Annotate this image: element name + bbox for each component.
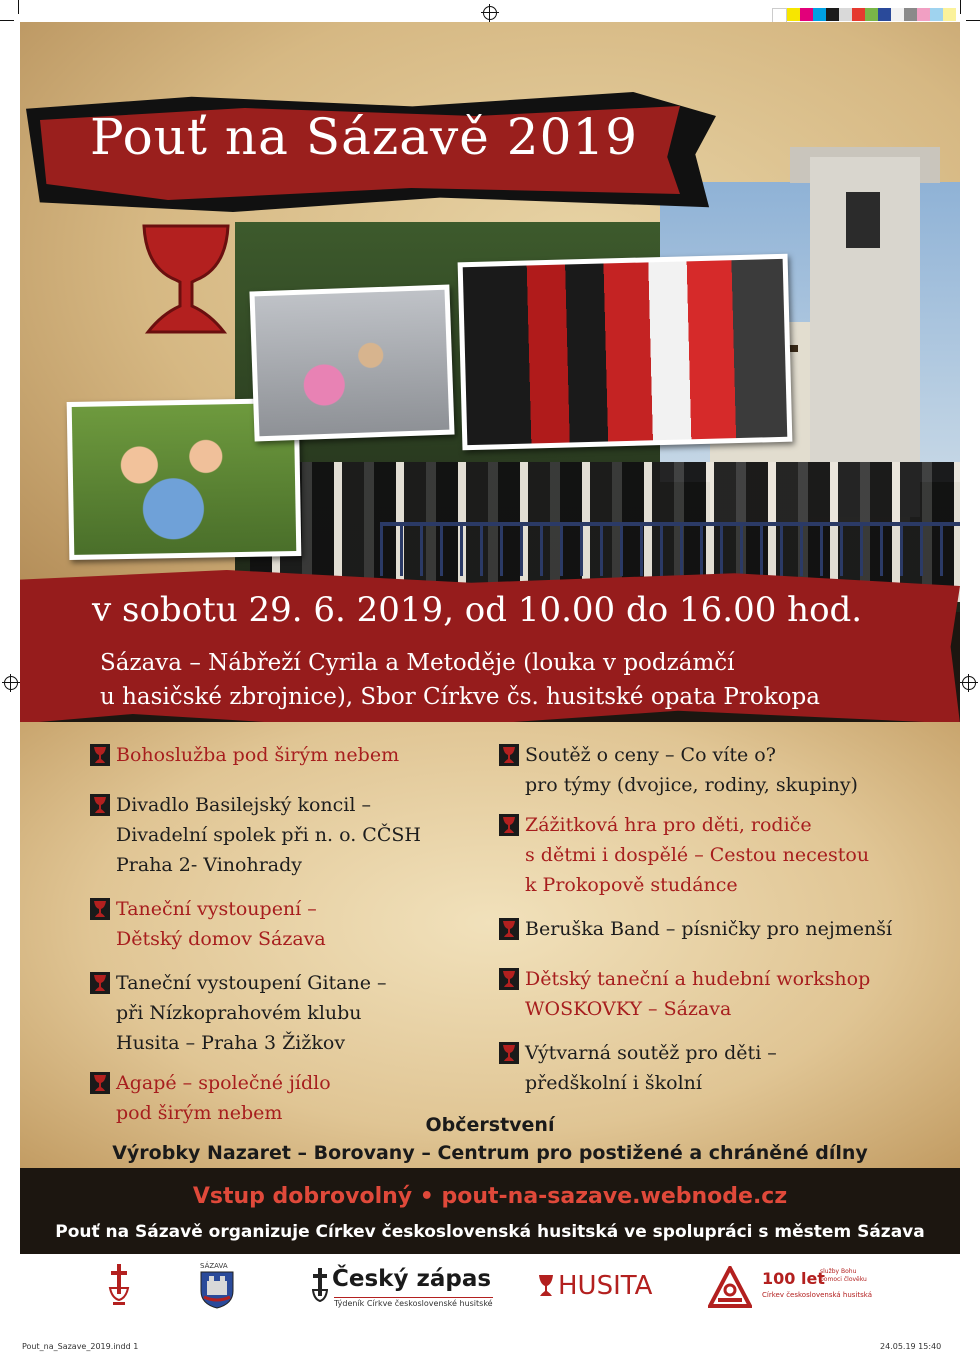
organizer-text: Pouť na Sázavě organizuje Církev československá husitská ve spolupráci s městem Sázava [55,1222,925,1242]
refreshments-title: Občerstvení [425,1114,555,1136]
print-slug-timestamp: 24.05.19 15:40 [880,1342,942,1351]
100-let-logo-icon [708,1266,752,1310]
event-date: v sobotu 29. 6. 2019, od 10.00 do 16.00 hod. [92,590,863,630]
100-let-sub-3: Církev československá husitská [762,1291,873,1299]
poster-title: Pouť na Sázavě 2019 [90,108,639,166]
cesky-zapas-cross-icon [312,1268,328,1308]
program-item-line: pro týmy (dvojice, rodiny, skupiny) [525,774,858,796]
program-bullet-chalice-icon [90,794,110,816]
program-item-left-3 [116,894,326,954]
program-item-line: předškolní i školní [525,1072,702,1094]
program-item-line: při Nízkoprahovém klubu [116,1002,362,1024]
program-bullet-chalice-icon [90,898,110,920]
program-item-right-4 [525,964,870,1024]
photo-theatre-actors [458,254,793,451]
registration-mark-top [483,6,497,20]
bridge-railing [380,522,960,576]
program-item-right-2 [525,810,869,900]
cesky-zapas-logo: Český zápas [332,1266,492,1292]
program-item-line: pod širým nebem [116,1102,283,1124]
100-let-label: 100 let [762,1269,825,1288]
program-item-line: Divadlo Basilejský koncil – [116,794,371,816]
program-item-line: s dětmi i dospělé – Cestou necestou [525,844,870,866]
program-item-line: Divadelní spolek při n. o. CČSH [116,824,421,846]
crop-mark [966,20,980,21]
logo-strip [20,1254,960,1340]
program-bullet-chalice-icon [499,918,519,940]
event-venue [100,646,820,714]
program-bullet-chalice-icon [90,744,110,766]
program-item-line: Výtvarná soutěž pro děti – [525,1042,777,1064]
program-item-right-1 [525,740,858,800]
crop-mark [0,20,14,21]
program-bullet-chalice-icon [90,972,110,994]
husita-chalice-icon [538,1274,554,1298]
church-cross-logo [108,1264,130,1308]
husita-logo: HUSITA [558,1271,653,1301]
entry-and-website: Vstup dobrovolný • pout-na-sazave.webnode.cz [192,1184,788,1209]
tower-window [846,192,880,248]
100-let-sub-1: služby Bohu [820,1268,857,1275]
program-bullet-chalice-icon [499,968,519,990]
program-item-line: Dětský taneční a hudební workshop [525,968,871,990]
program-item-left-4 [116,968,387,1058]
venue-line-1: Sázava – Nábřeží Cyrila a Metoděje (louka v podzámčí [100,650,735,676]
chalice-icon [140,222,232,342]
program-item-left-2 [116,790,421,880]
sazava-coat-of-arms-icon [200,1271,234,1309]
program-bullet-chalice-icon [499,744,519,766]
crop-mark [960,0,961,14]
color-calibration-bar [772,8,956,23]
photo-dancing-kids [249,285,454,442]
program-item-line: Taneční vystoupení Gitane – [116,972,387,994]
program-item-right-5 [525,1038,777,1098]
program-item-line: k Prokopově studánce [525,874,738,896]
program-item-line: Bohoslužba pod širým nebem [116,744,400,766]
crop-mark [18,0,19,14]
program-item-left-1 [116,740,399,770]
program-item-line: Agapé – společné jídlo [116,1072,331,1094]
venue-line-2: u hasičské zbrojnice), Sbor Církve čs. husitské opata Prokopa [100,684,820,710]
registration-mark-left [4,676,18,690]
print-slug-filename: Pout_na_Sazave_2019.indd 1 [22,1342,139,1351]
registration-mark-right [962,676,976,690]
refreshments-text: Výrobky Nazaret – Borovany – Centrum pro postižené a chráněné dílny [112,1142,868,1164]
program-item-line: Beruška Band – písničky pro nejmenší [525,918,893,940]
program-bullet-chalice-icon [499,1042,519,1064]
program-bullet-chalice-icon [90,1072,110,1094]
program-item-line: Husita – Praha 3 Žižkov [116,1032,346,1054]
program-item-line: Taneční vystoupení – [116,898,317,920]
program-item-line: Soutěž o ceny – Co víte o? [525,744,776,766]
program-item-line: Praha 2- Vinohrady [116,854,303,876]
poster [20,22,960,1340]
cesky-zapas-subtitle: Týdeník Církve československé husitské [334,1299,493,1308]
program-item-line: Dětský domov Sázava [116,928,326,950]
sazava-label: SÁZAVA [200,1262,228,1270]
program-item-right-3 [525,914,892,944]
program-item-line: Zážitková hra pro děti, rodiče [525,814,812,836]
program-item-line: WOSKOVKY – Sázava [525,998,732,1020]
100-let-sub-2: pomoci člověku [820,1276,867,1283]
program-bullet-chalice-icon [499,814,519,836]
